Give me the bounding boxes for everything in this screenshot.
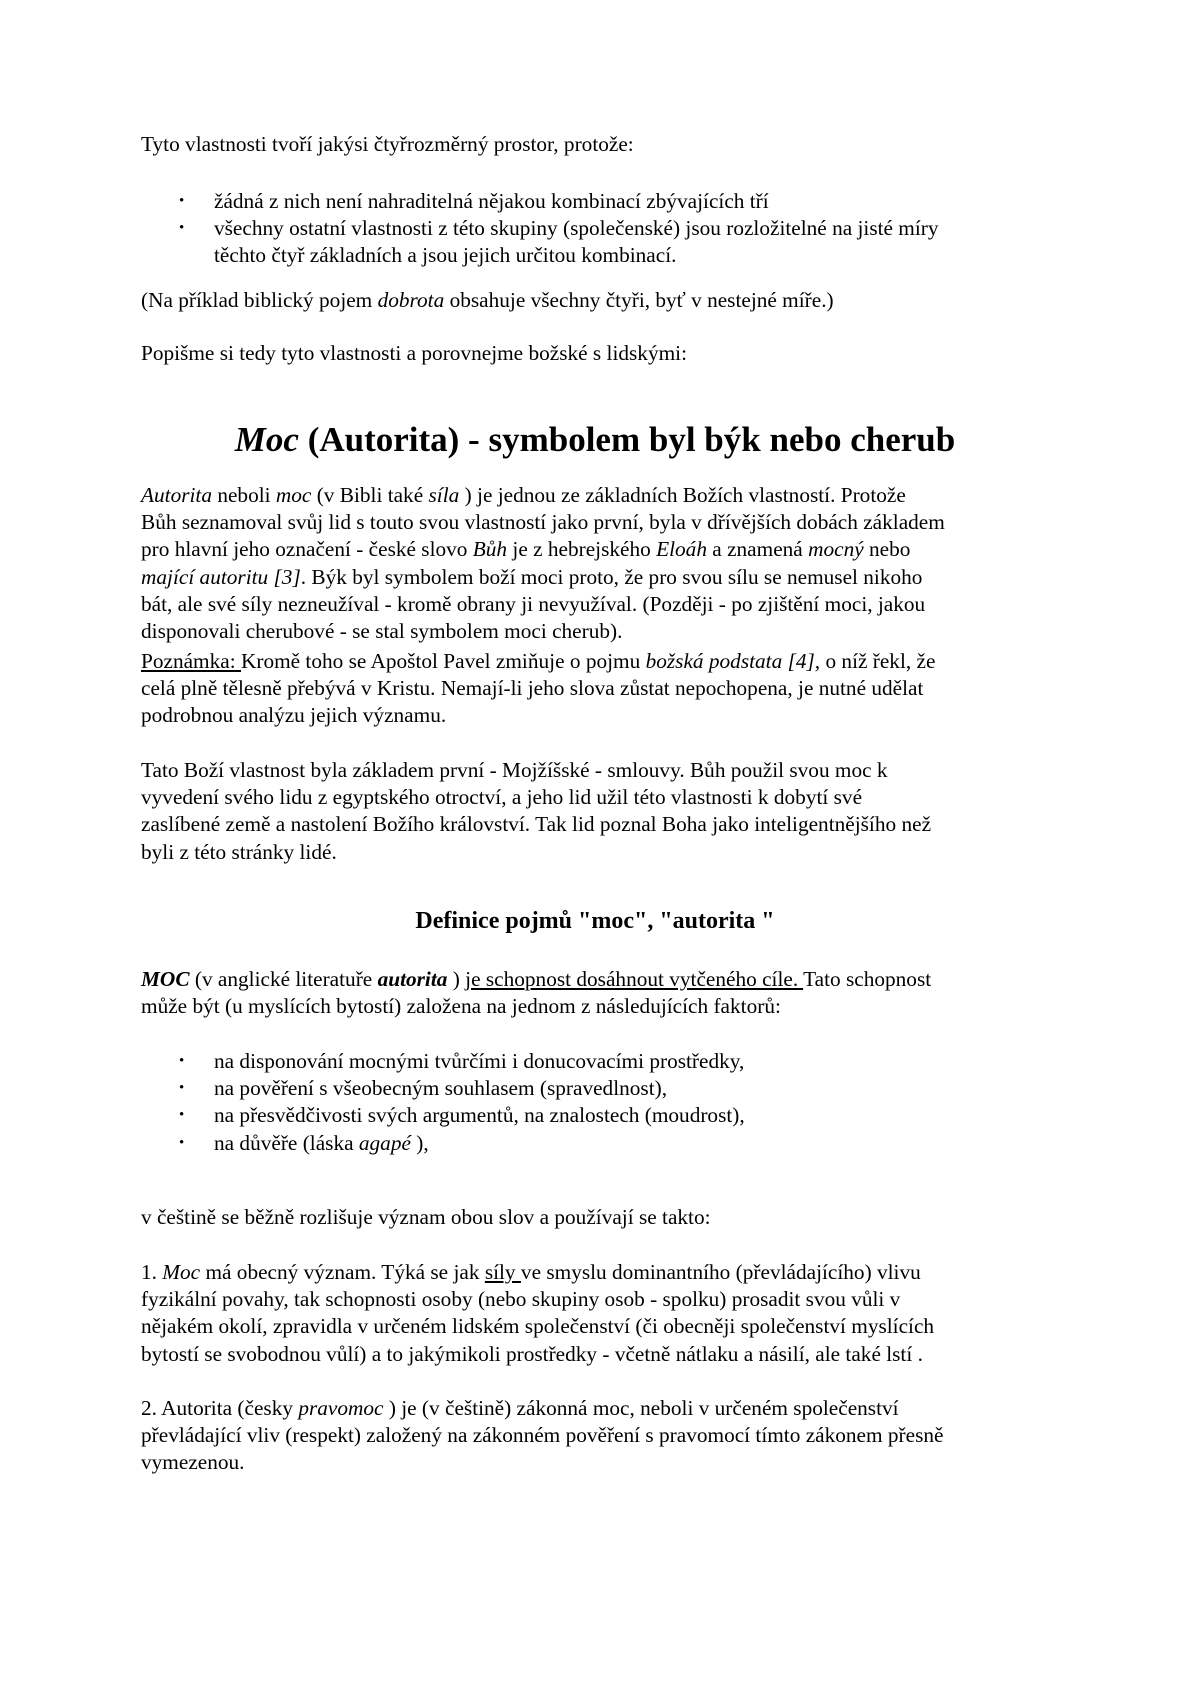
list-item — [141, 188, 1061, 215]
term: Moc — [162, 1260, 201, 1284]
term: pravomoc — [298, 1396, 384, 1420]
list-item — [141, 215, 1061, 269]
list-item-text: všechny ostatní vlastnosti z této skupiny (společenské) jsou rozložitelné na jisté míry — [214, 216, 939, 241]
bullet-icon: • — [179, 1080, 185, 1097]
paragraph-line: nějakém okolí, zpravidla v určeném lidském společenství (či obecněji společenství myslících — [141, 1314, 935, 1339]
term: autorita — [377, 967, 448, 991]
bullet-icon: • — [179, 1107, 185, 1124]
paragraph-line: disponovali cherubové - se stal symbolem moci cherub). — [141, 619, 623, 644]
text: (v Bibli také — [311, 483, 429, 507]
describe-paragraph — [141, 340, 1061, 367]
text: ) — [447, 967, 466, 991]
paragraph-line: bát, ale své síly nezneužíval - kromě obrany ji nevyužíval. (Později - po zjištění moci, jakou — [141, 591, 926, 616]
list-item-text-continued: těchto čtyř základních a jsou jejich určitou kombinací. — [214, 243, 677, 268]
text: neboli — [212, 483, 276, 507]
list-item-text: žádná z nich není nahraditelná nějakou kombinací zbývajících tří — [214, 189, 769, 213]
intro-paragraph — [141, 131, 1061, 158]
bullet-icon: • — [179, 220, 185, 237]
underlined-term: síly — [484, 1260, 521, 1284]
paragraph-line: může být (u myslících bytostí) založena na jednom z následujících faktorů: — [141, 994, 781, 1019]
text: má obecný význam. Týká se jak — [200, 1260, 485, 1284]
bullet-icon: • — [179, 193, 185, 209]
term: Bůh — [472, 537, 508, 562]
note-paragraph — [141, 648, 1061, 730]
example-text: (Na příklad biblický pojem — [141, 288, 378, 312]
paragraph-line: v češtině se běžně rozlišuje význam obou slov a používají se takto: — [141, 1205, 711, 1229]
term: agapé — [358, 1130, 411, 1155]
text: o níž řekl, že — [820, 649, 936, 673]
term: Eloáh — [656, 537, 707, 562]
paragraph-line — [141, 648, 1061, 675]
text: ) je jednou ze základních Božích vlastností. Protože — [459, 483, 906, 507]
term: MOC — [141, 967, 190, 991]
text: na důvěře (láska — [214, 1130, 359, 1155]
term: mocný — [808, 537, 864, 562]
intro-text: Tyto vlastnosti tvoří jakýsi čtyřrozměrný prostor, protože: — [141, 132, 634, 156]
citation: mající autoritu [3] — [141, 564, 301, 589]
paragraph-line: bytostí se svobodnou vůlí) a to jakýmikoli prostředky - včetně nátlaku a násilí, ale také lstí . — [141, 1341, 923, 1366]
paragraph-line: celá plně tělesně přebývá v Kristu. Nemají-li jeho slova zůstat nepochopena, je nutné udělat — [141, 676, 924, 701]
text: ) je (v češtině) zákonná moc, neboli v určeném společenství — [383, 1396, 899, 1420]
bullet-icon: • — [179, 1053, 185, 1069]
smlouva-paragraph — [141, 757, 1061, 866]
list-item-text: na disponování mocnými tvůrčími i donucovacími prostředky, — [214, 1049, 745, 1073]
list-item — [141, 1048, 1061, 1075]
point-2-paragraph — [141, 1395, 1061, 1477]
term: Autorita — [141, 483, 212, 507]
paragraph-line — [141, 564, 1061, 591]
list-item-text: na pověření s všeobecným souhlasem (spravedlnost), — [214, 1076, 668, 1101]
text: a znamená — [706, 537, 809, 562]
example-line — [141, 287, 1061, 314]
text: ve smyslu dominantního (převládajícího) vlivu — [520, 1260, 921, 1284]
intro-bullet-list — [141, 188, 1061, 270]
text: 1. — [141, 1260, 163, 1284]
paragraph-line: Tato Boží vlastnost byla základem první - Mojžíšské - smlouvy. Bůh použil svou moc k — [141, 758, 888, 782]
text: nebo — [863, 537, 911, 562]
autorita-paragraph — [141, 482, 1061, 645]
definition-emphasis: je schopnost dosáhnout vytčeného cíle. — [465, 967, 804, 991]
example-emphasis: dobrota — [377, 288, 445, 312]
list-item — [141, 1102, 1061, 1129]
text: pro hlavní jeho označení - české slovo — [141, 537, 473, 562]
paragraph-line — [141, 1259, 1061, 1286]
text: ), — [410, 1130, 429, 1155]
list-item — [141, 1130, 1061, 1157]
paragraph-line — [141, 966, 1061, 993]
definition-paragraph — [141, 966, 1061, 1020]
term: síla — [428, 483, 460, 507]
text: 2. Autorita (česky — [141, 1396, 299, 1420]
text: Tato schopnost — [803, 967, 932, 991]
list-item-text — [214, 1130, 1061, 1157]
heading-emphasis: Moc — [234, 420, 299, 459]
paragraph-line: podrobnou analýzu jejich významu. — [141, 703, 447, 728]
paragraph-line: byli z této stránky lidé. — [141, 839, 337, 864]
text: Kromě toho se Apoštol Pavel zmiňuje o pojmu — [240, 649, 646, 673]
citation: božská podstata [4], — [645, 649, 821, 673]
paragraph-line — [141, 482, 1061, 509]
describe-text: Popišme si tedy tyto vlastnosti a porovnejme božské s lidskými: — [141, 341, 687, 365]
example-text: obsahuje všechny čtyři, byť v nestejné míře.) — [444, 288, 834, 312]
section-heading-moc — [0, 418, 1190, 462]
factors-list — [141, 1048, 1061, 1157]
heading-text: (Autorita) - symbolem byl býk nebo cherub — [298, 420, 956, 459]
note-label: Poznámka: — [141, 649, 241, 673]
list-item-text: na přesvědčivosti svých argumentů, na znalostech (moudrost), — [214, 1103, 745, 1128]
section-heading-definice: Definice pojmů "moc", "autorita " — [415, 908, 775, 934]
paragraph-line: převládající vliv (respekt) založený na zákonném pověření s pravomocí tímto zákonem přesně — [141, 1423, 944, 1448]
text: . Býk byl symbolem boží moci proto, že pro svou sílu se nemusel nikoho — [300, 564, 923, 589]
paragraph-line: vymezenou. — [141, 1450, 245, 1475]
paragraph-line — [141, 536, 1061, 563]
paragraph-line: vyvedení svého lidu z egyptského otroctví, a jeho lid užil této vlastnosti k dobytí své — [141, 785, 863, 810]
example-paragraph — [141, 287, 1061, 314]
bullet-icon: • — [179, 1134, 185, 1151]
list-item — [141, 1075, 1061, 1102]
text: je z hebrejského — [507, 537, 657, 562]
paragraph-line: zaslíbené země a nastolení Božího království. Tak lid poznal Boha jako inteligentnějšího než — [141, 812, 932, 837]
term: moc — [275, 483, 312, 507]
paragraph-line: Bůh seznamoval svůj lid s touto svou vlastností jako první, byla v dřívějších dobách základem — [141, 510, 945, 535]
paragraph-line — [141, 1395, 1061, 1422]
point-1-paragraph — [141, 1259, 1061, 1368]
czech-usage-paragraph — [141, 1204, 1061, 1231]
text: (v anglické literatuře — [189, 967, 378, 991]
paragraph-line: fyzikální povahy, tak schopnosti osoby (nebo skupiny osob - spolku) prosadit svou vůli v — [141, 1287, 901, 1312]
